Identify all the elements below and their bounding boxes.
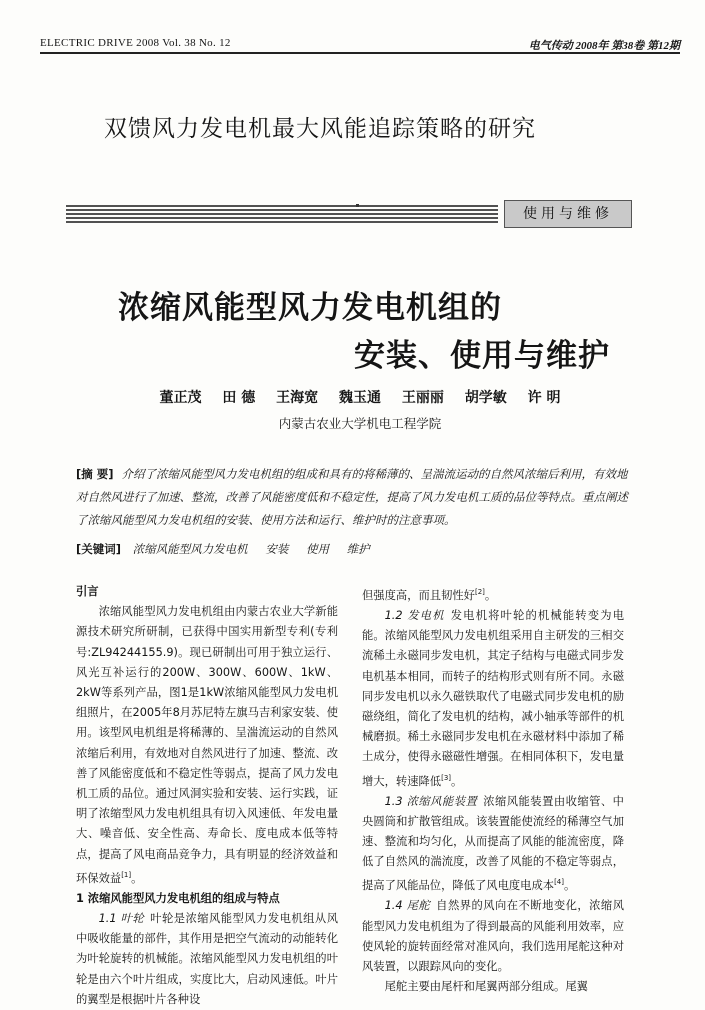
- author-list: [120, 387, 600, 407]
- keywords: [76, 541, 636, 557]
- author-name: 魏玉通: [339, 390, 381, 406]
- author-name: 王海宽: [276, 390, 319, 406]
- section-banner: [66, 197, 632, 231]
- decorative-dot: [356, 204, 359, 207]
- section-1-3-paragraph: 1.3 浓缩风能装置 浓缩风能装置由收缩管、中央圆筒和扩散管组成。该装置能使流经的稀薄空气加速、整流和均匀化，从而提高了风能的能流密度，降低了自然风的湍流度，改善了风能的不稳定等弱点，提高了风能品位，降低了风电度电成本[4]。: [362, 794, 624, 893]
- citation: [1]: [121, 870, 132, 879]
- section-1-4-paragraph-2: 尾舵主要由尾杆和尾翼两部分组成。尾翼: [384, 980, 588, 994]
- citation: [2]: [474, 588, 485, 596]
- keyword: 安装: [265, 542, 289, 556]
- author-name: 胡学敏: [464, 390, 507, 406]
- section-banner-label: 使用与维修: [504, 200, 632, 228]
- subsection-label: 1.2 发电机: [384, 608, 445, 622]
- keyword: 维护: [346, 542, 370, 556]
- abstract: [76, 463, 636, 532]
- subsection-label: 1.4 尾舵: [384, 899, 431, 913]
- continued-paragraph: 但强度高，而且韧性好[2]。: [362, 588, 497, 602]
- abstract-label: [摘 要]: [76, 467, 114, 481]
- body-column-right: [362, 582, 624, 997]
- section-1-2-paragraph: 1.2 发电机 发电机将叶轮的机械能转变为电能。浓缩风能型风力发电机组采用自主研发的三相交流稀土永磁同步发电机，其定子结构与电磁式同步发电机基本相同，而转子的结构形式则有所不同。永磁同步发电机以永久磁铁取代了电磁式同步发电机的励磁绕组，简化了发电机的结构，减小轴承等部件的机械磨损。稀土永磁同步发电机在永磁材料中添加了稀土成分，使得永磁磁性增强。在相同体积下，发电量增大，转速降低[3]。: [362, 608, 624, 788]
- abstract-text: 介绍了浓缩风能型风力发电机组的组成和具有的将稀薄的、呈湍流运动的自然风浓缩后利用，有效地对自然风进行了加速、整流，改善了风能密度低和不稳定性，提高了风力发电机工质的品位等特点。重点阐述了浓缩风能型风力发电机组的安装、使用方法和运行、维护时的注意事项。: [76, 467, 628, 527]
- author-name: 许 明: [527, 390, 561, 406]
- author-name: 王丽丽: [401, 390, 444, 406]
- journal-name-english: ELECTRIC DRIVE 2008 Vol. 38 No. 12: [40, 37, 231, 49]
- intro-paragraph: 浓缩风能型风力发电机组由内蒙古农业大学新能源技术研究所研制，已获得中国实用新型专利(专利号:ZL94244155.9)。现已研制出可用于独立运行、风光互补运行的200W、300W、600W、1kW、2kW等系列产品，图1是1kW浓缩风能型风力发电机组照片，在2005年8月苏尼特左旗马吉利家安装、使用。该型风电机组是将稀薄的、呈湍流运动的自然风浓缩后利用，有效地对自然风进行了加速、整流、改善了风能密度低和不稳定性等弱点，提高了风力发电机工质的品位。通过风洞实验和安装、运行实践，证明了浓缩型风力发电机组具有切入风速低、年发电量大、噪音低、安全性高、寿命长、度电成本低等特点，提高了风电商品竞争力，具有明显的经济效益和环保效益[1]。: [76, 605, 338, 885]
- article-title-line1: 浓缩风能型风力发电机组的: [118, 290, 502, 326]
- section-1-1-paragraph: 1.1 叶轮 叶轮是浓缩风能型风力发电机组从风中吸收能量的部件，其作用是把空气流动的动能转化为叶轮旋转的机械能。浓缩风能型风力发电机组的叶轮是由六个叶片组成，实度比大，启动风速低。叶片的翼型是根据叶片各种设: [76, 912, 338, 1006]
- previous-article-title: 双馈风力发电机最大风能追踪策略的研究: [104, 116, 536, 142]
- affiliation: 内蒙古农业大学机电工程学院: [278, 416, 442, 431]
- subsection-label: 1.1 叶轮: [98, 912, 145, 926]
- banner-stripes: [66, 205, 498, 223]
- running-header: [40, 34, 680, 54]
- body-column-left: [76, 582, 338, 1010]
- citation: [3]: [441, 773, 452, 782]
- journal-name-chinese: 电气传动 2008年 第38卷 第12期: [528, 40, 680, 52]
- keywords-label: [关键词]: [76, 542, 122, 556]
- section1-heading: 1 浓缩风能型风力发电机组的组成与特点: [76, 891, 280, 905]
- citation: [4]: [554, 878, 564, 887]
- section-1-4-paragraph: 1.4 尾舵 自然界的风向在不断地变化，浓缩风能型风力发电机组为了得到最高的风能利用效率，应使风轮的旋转面经常对准风向，我们选用尾舵这种对风装置，以跟踪风向的变化。: [362, 899, 624, 973]
- intro-heading: 引言: [76, 585, 99, 598]
- author-name: 田 德: [222, 390, 256, 406]
- keyword: 浓缩风能型风力发电机: [132, 542, 248, 556]
- subsection-label: 1.3 浓缩风能装置: [384, 794, 478, 808]
- article-title-line2: 安装、使用与维护: [354, 338, 610, 374]
- author-name: 董正茂: [159, 390, 202, 406]
- keyword: 使用: [305, 542, 329, 556]
